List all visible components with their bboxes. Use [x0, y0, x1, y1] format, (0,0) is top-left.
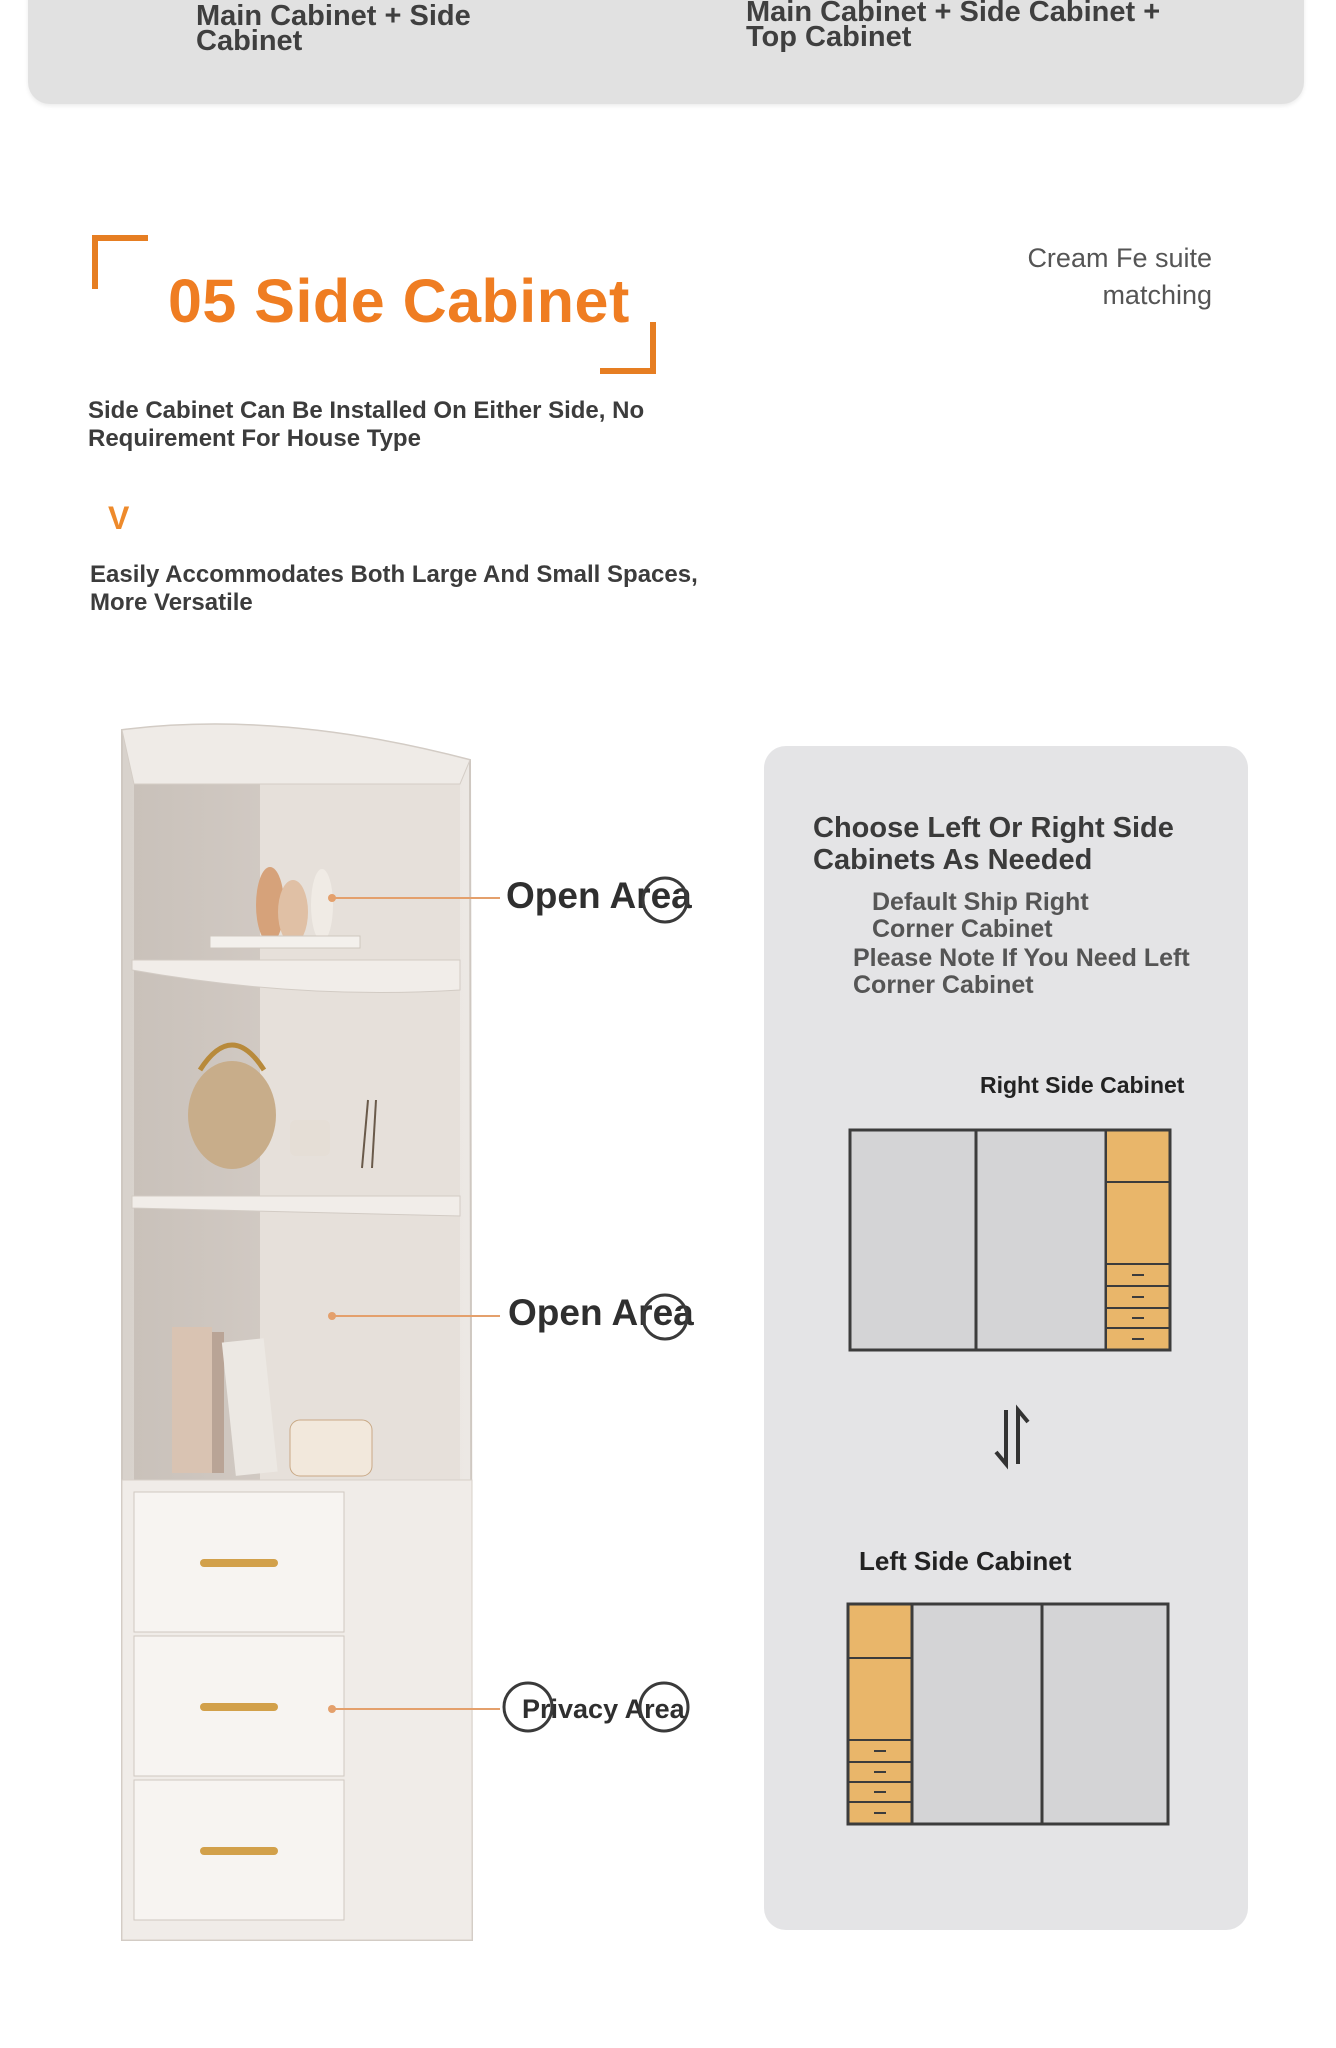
tagline: Cream Fe suite matching [1027, 243, 1212, 310]
highlight-circle-icon [640, 872, 690, 928]
label-open-area-middle: Open Area [508, 1292, 694, 1333]
feature-text-2: Easily Accommodates Both Large And Small Spaces, More Versatile [90, 561, 698, 616]
swap-arrows-icon [988, 1404, 1038, 1470]
highlight-circle-icon [500, 1679, 560, 1735]
corner-cabinet-illustration [100, 700, 500, 1960]
feature-text-1: Side Cabinet Can Be Installed On Either Side, No Requirement For House Type [88, 397, 645, 452]
section-title: 05 Side Cabinet [168, 267, 630, 335]
corner-bracket-top-left [92, 235, 148, 289]
highlight-circle-icon [640, 1289, 690, 1345]
banner-option-left: Main Cabinet + Side Cabinet [196, 0, 471, 57]
right-side-cabinet-diagram [848, 1128, 1172, 1352]
banner-option-right: Main Cabinet + Side Cabinet + Top Cabinet [746, 0, 1161, 53]
label-open-area-top: Open Area [506, 875, 692, 916]
right-side-cabinet-label: Right Side Cabinet [980, 1072, 1185, 1098]
left-side-cabinet-label: Left Side Cabinet [859, 1546, 1072, 1576]
panel-title: Choose Left Or Right Side Cabinets As Needed [813, 812, 1174, 876]
panel-note-default: Default Ship Right Corner Cabinet [872, 888, 1089, 943]
check-mark-icon: V [108, 500, 130, 536]
panel-note-left: Please Note If You Need Left Corner Cabinet [853, 944, 1190, 999]
left-side-cabinet-diagram [846, 1602, 1170, 1826]
highlight-circle-icon [636, 1679, 692, 1735]
label-privacy-area: Privacy Area [522, 1694, 685, 1724]
